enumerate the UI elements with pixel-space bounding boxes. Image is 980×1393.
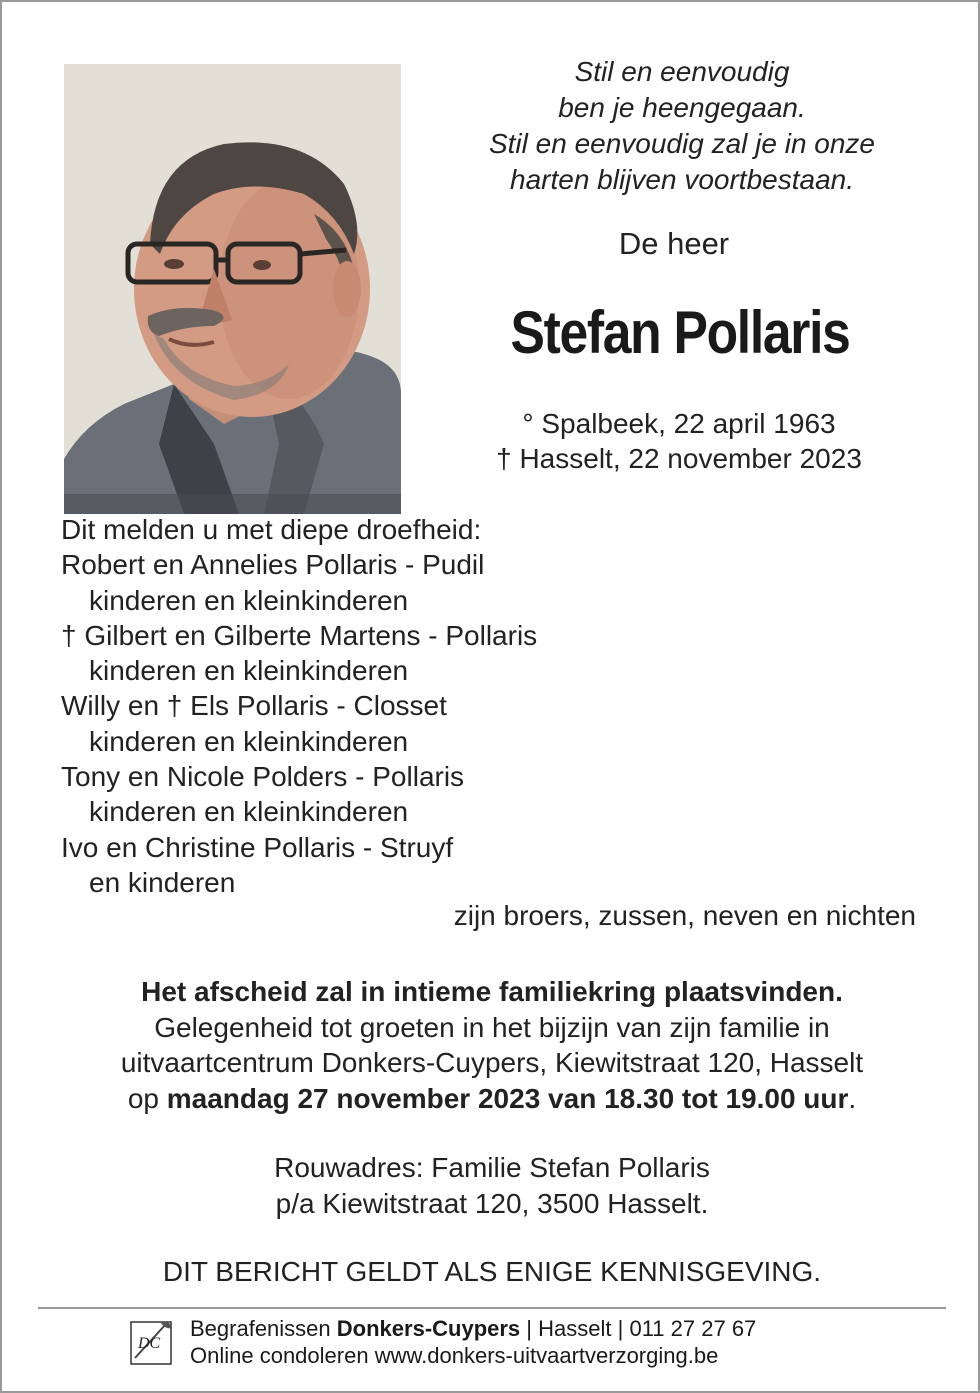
poem-line-3: Stil en eenvoudig zal je in onze: [488, 128, 876, 159]
svg-text:DC: DC: [138, 1335, 161, 1352]
life-dates: [432, 406, 926, 476]
poem-line-2: ben je heengegaan.: [558, 92, 806, 123]
poem-line-4: harten blijven voortbestaan.: [510, 164, 854, 195]
footer-city: Hasselt: [538, 1316, 612, 1341]
family-line: Robert en Annelies Pollaris - Pudil: [61, 549, 485, 581]
ceremony-line: Gelegenheid tot groeten in het bijzijn van zijn familie in: [154, 1011, 830, 1043]
ceremony-headline: Het afscheid zal in intieme familiekring plaatsvinden.: [141, 976, 843, 1007]
company-logo-icon: [130, 1318, 174, 1366]
family-intro: Dit melden u met diepe droefheid:: [61, 514, 482, 545]
ceremony-info: [2, 974, 980, 1116]
footer-divider: [38, 1307, 946, 1309]
family-line: kinderen en kleinkinderen: [89, 796, 409, 828]
family-line: kinderen en kleinkinderen: [89, 584, 409, 616]
address-line-2: p/a Kiewitstraat 120, 3500 Hasselt.: [275, 1187, 709, 1219]
footer-separator: |: [526, 1316, 533, 1341]
condolence-label: Online condoleren: [190, 1343, 369, 1368]
portrait-photo: [64, 64, 401, 514]
family-line: Ivo en Christine Pollaris - Struyf: [61, 831, 454, 863]
footer-separator: |: [617, 1316, 624, 1341]
condolence-website-link[interactable]: www.donkers-uitvaartverzorging.be: [374, 1343, 719, 1368]
family-list: [61, 512, 537, 900]
poem-line-1: Stil en eenvoudig: [574, 56, 790, 87]
footer-phone: 011 27 27 67: [629, 1316, 757, 1341]
address-line-1: Rouwadres: Familie Stefan Pollaris: [274, 1152, 710, 1183]
footer-label: Begrafenissen: [190, 1316, 331, 1341]
funeral-home-footer: [190, 1315, 756, 1369]
mourning-address: [2, 1150, 980, 1221]
ceremony-line: uitvaartcentrum Donkers-Cuypers, Kiewitstraat 120, Hasselt: [120, 1047, 864, 1078]
footer-line-1: [190, 1315, 756, 1342]
family-line: en kinderen: [89, 866, 236, 898]
death-line: † Hasselt, 22 november 2023: [496, 443, 862, 474]
official-notice: DIT BERICHT GELDT ALS ENIGE KENNISGEVING.: [162, 1256, 822, 1287]
family-line: kinderen en kleinkinderen: [89, 655, 409, 687]
funeral-home-name: Donkers-Cuypers: [336, 1316, 521, 1341]
family-line: † Gilbert en Gilberte Martens - Pollaris: [61, 619, 538, 651]
family-line: Tony en Nicole Polders - Pollaris: [61, 761, 465, 793]
honorific: De heer: [618, 226, 730, 261]
ceremony-date-time: maandag 27 november 2023 van 18.30 tot 19.00 uur: [166, 1082, 849, 1114]
ceremony-when-line: [2, 1081, 980, 1117]
birth-line: ° Spalbeek, 22 april 1963: [522, 408, 836, 439]
poem: [432, 54, 932, 198]
deceased-name: Stefan Pollaris: [510, 299, 850, 366]
relations-line: zijn broers, zussen, neven en nichten: [453, 900, 916, 931]
family-line: Willy en † Els Pollaris - Closset: [61, 690, 447, 722]
ceremony-suffix: .: [848, 1082, 857, 1114]
footer-line-2: [190, 1342, 756, 1369]
family-line: kinderen en kleinkinderen: [89, 725, 409, 757]
ceremony-prefix: op: [127, 1082, 159, 1114]
